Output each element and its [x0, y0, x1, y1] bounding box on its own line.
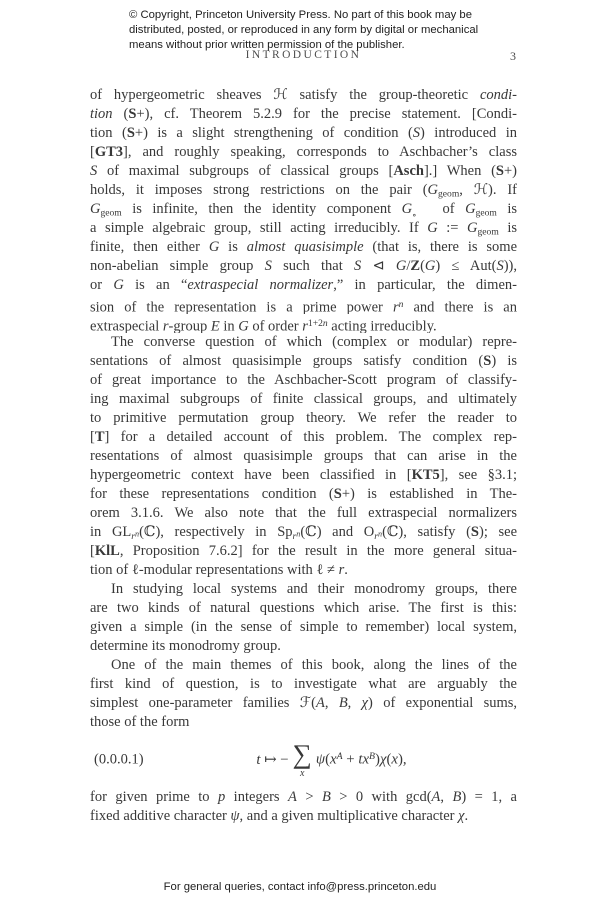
text-line: One of the main themes of this book, along the lines of the — [111, 657, 517, 673]
text-line: first kind of question, is to investigate what are arguably the — [90, 676, 517, 692]
text-line: for given prime to p integers A > B > 0 with gcd(A, B) = 1, a — [90, 789, 517, 805]
text-line: resentations of almost quasisimple groups that can arise in the — [90, 448, 517, 464]
equation-lhs: t ↦ − — [256, 752, 289, 768]
equation-rhs: $\psi(x^A + tx^B)\chi(x)$, — [315, 751, 407, 768]
text-line: for these representations condition (S+) is established in The- — [90, 486, 517, 502]
copyright-notice — [129, 8, 489, 53]
text-line: to primitive permutation group theory. We refer the reader to — [90, 410, 517, 426]
text-line: sion of the representation is a prime power $r^n$ and there is an — [90, 299, 517, 314]
paragraph-group — [90, 788, 517, 826]
text-line: tion (S+), cf. Theorem 5.2.9 for the precise statement. [Condi- — [90, 106, 517, 122]
text-line: tion of ℓ-modular representations with ℓ ≠ r. — [90, 562, 348, 578]
sigma-glyph: ∑ — [292, 739, 312, 769]
text-line: in $GL_{r^n}(ℂ)$, respectively in $Sp_{r^n}(ℂ)$ and $O_{r^n}(ℂ)$, satisfy (S); see — [90, 524, 517, 542]
text-line: those of the form — [90, 714, 190, 730]
text-line: hypergeometric context have been classified in [KT5], see §3.1; — [90, 467, 517, 483]
text-line: [GT3], and roughly speaking, corresponds to Aschbacher’s class — [90, 144, 517, 160]
text-column — [90, 86, 517, 826]
text-line: extraspecial r-group E in G of order $r^{1+2n}$ acting irreducibly. — [90, 318, 437, 333]
paragraph — [90, 333, 517, 580]
text-line: ing maximal subgroups of finite classical groups, and ultimately — [90, 391, 517, 407]
text-line: of hypergeometric sheaves ℋ satisfy the group-theoretic condi- — [90, 87, 517, 103]
equation-display — [90, 732, 517, 788]
text-line: In studying local systems and their monodromy groups, there — [111, 581, 517, 597]
text-line: a simple algebraic group, still acting irreducibly. If G := $G_{geom}$ is — [90, 220, 517, 238]
text-line: $G_{geom}$ is infinite, then the identity component G ∘ of $G_{geom}$ is — [90, 201, 517, 219]
text-line: are two kinds of natural questions which arise. The first is this: — [90, 600, 517, 616]
paragraph — [90, 788, 517, 826]
paragraph-group — [90, 86, 517, 732]
text-line: [T] for a detailed account of this problem. The complex rep- — [90, 429, 517, 445]
footer-contact: For general queries, contact info@press.princeton.edu — [163, 881, 437, 893]
running-header — [90, 49, 517, 65]
text-line: S of maximal subgroups of classical groups [Asch].] When (S+) — [90, 163, 517, 179]
equation-number: (0.0.0.1) — [94, 751, 144, 768]
text-line: determine its monodromy group. — [90, 638, 281, 654]
paragraph — [90, 86, 517, 333]
paragraph — [90, 580, 517, 656]
copyright-line: © Copyright, Princeton University Press. No part of this book may be — [129, 9, 472, 21]
text-line: simplest one-parameter families ℱ(A, B, χ) of exponential sums, — [90, 695, 517, 711]
page-title: INTRODUCTION — [245, 49, 362, 61]
equation-body — [90, 732, 517, 788]
text-line: sentations of almost quasisimple groups satisfy condition (S) is — [90, 353, 517, 369]
copyright-line: distributed, posted, or reproduced in any form by digital or mechanical — [129, 24, 479, 36]
text-line: of great importance to the Aschbacher-Scott program of classify- — [90, 372, 517, 388]
text-line: The converse question of which (complex or modular) repre- — [111, 334, 517, 350]
page-number: 3 — [510, 49, 516, 63]
summation-symbol — [293, 741, 312, 779]
text-line: or G is an “extraspecial normalizer,” in particular, the dimen- — [90, 277, 517, 293]
text-line: [KlL, Proposition 7.6.2] for the result in the more general situa- — [90, 543, 517, 559]
text-line: fixed additive character ψ, and a given multiplicative character χ. — [90, 808, 469, 824]
text-line: given a simple (in the sense of simple to remember) local system, — [90, 619, 517, 635]
text-line: non-abelian simple group S such that S ⊲ G/Z(G) ≤ Aut(S)), — [90, 258, 517, 274]
text-line: holds, it imposes strong restrictions on the pair ($G_{geom}$, ℋ). If — [90, 182, 517, 200]
text-line: tion (S+) is a slight strengthening of condition (S) introduced in — [90, 125, 517, 141]
text-line: finite, then either G is almost quasisimple (that is, there is some — [90, 239, 517, 255]
summation-index: x — [300, 768, 305, 779]
paragraph — [90, 656, 517, 732]
text-line: orem 3.1.6. We also note that the full extraspecial normalizers — [90, 505, 517, 521]
copyright-line: means without prior written permission of the publisher. — [129, 39, 405, 51]
